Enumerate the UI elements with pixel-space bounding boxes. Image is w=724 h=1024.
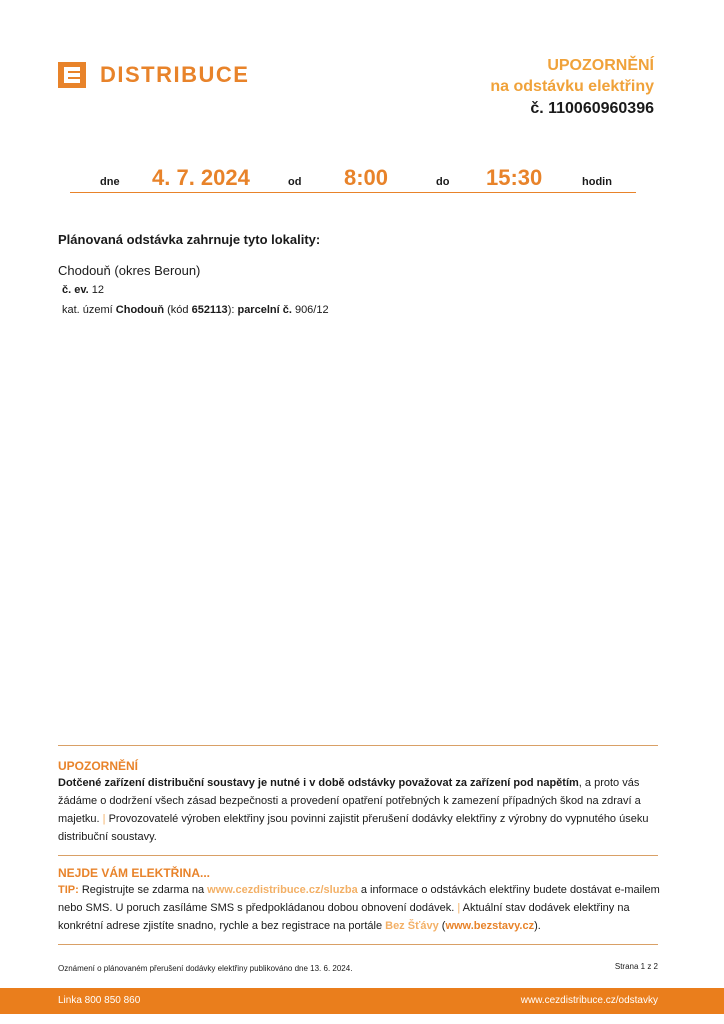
cez-logo-icon	[58, 62, 86, 88]
notice-subtitle: na odstávku elektřiny	[490, 78, 654, 95]
kod-suffix: ):	[227, 304, 238, 316]
od-label: od	[288, 176, 302, 188]
ev-label: č. ev.	[62, 284, 89, 296]
locality-cadastre-line	[62, 304, 329, 316]
localities-title: Plánovaná odstávka zahrnuje tyto lokality:	[58, 232, 321, 247]
warning-text-1: , a proto vás žádáme o dodržení všech zásad bezpečnosti a provedení opatření potřebných k zamezení případných škod na zdraví a majetku.	[58, 777, 641, 825]
bottom-bar	[0, 988, 724, 1014]
logo	[58, 62, 249, 88]
notice-title: UPOZORNĚNÍ	[547, 57, 654, 74]
warning-separator: |	[99, 813, 109, 825]
warning-bold: Dotčené zařízení distribuční soustavy je nutné i v době odstávky považovat za zařízení pod napětím	[58, 777, 579, 789]
registration-link[interactable]: www.cezdistribuce.cz/sluzba	[207, 884, 358, 896]
locality-place: Chodouň	[58, 263, 111, 278]
bezstavy-link[interactable]: www.bezstavy.cz	[445, 920, 535, 932]
warning-text	[58, 774, 663, 846]
publication-note: Oznámení o plánovaném přerušení dodávky elektřiny publikováno dne 13. 6. 2024.	[58, 964, 353, 973]
divider	[58, 944, 658, 945]
ku-label: kat. území	[62, 304, 116, 316]
divider	[58, 855, 658, 856]
parcel-value: 906/12	[291, 304, 329, 316]
tip-text-3: Aktuální stav dodávek elektřiny na konkrétní adrese zjistíte snadno, rychle a bez registrace na portále	[58, 902, 630, 932]
time-to: 15:30	[486, 165, 543, 190]
warning-title: UPOZORNĚNÍ	[58, 759, 139, 773]
time-from: 8:00	[344, 165, 389, 190]
tip-separator: |	[454, 902, 463, 914]
ku-name: Chodouň	[115, 304, 165, 316]
locality-name	[58, 263, 200, 278]
tip-text-1: Registrujte se zdarma na	[78, 884, 208, 896]
page-number: Strana 1 z 2	[614, 962, 658, 971]
tip-title: NEJDE VÁM ELEKTŘINA...	[58, 866, 211, 880]
warning-text-2: Provozovatelé výroben elektřiny jsou povinni zajistit přerušení dodávky elektřiny z výrobny do vypnutého úseku distribuční soustavy.	[58, 813, 649, 843]
kod-value: 652113	[191, 304, 228, 316]
hotline: Linka 800 850 860	[58, 995, 141, 1006]
locality-district: (okres Beroun)	[110, 263, 201, 278]
notice-heading	[490, 55, 654, 121]
tip-text	[58, 881, 663, 935]
divider	[58, 745, 658, 746]
outages-link[interactable]: www.cezdistribuce.cz/odstavky	[520, 995, 658, 1006]
tip-label: TIP:	[58, 884, 79, 896]
kod-prefix: (kód	[164, 304, 192, 316]
portal-name: Bez Šťávy	[385, 920, 439, 932]
locality-ev-line	[62, 284, 104, 296]
parcel-label: parcelní č.	[237, 304, 292, 316]
tip-text-5: ).	[534, 920, 541, 932]
brand-name: DISTRIBUCE	[100, 62, 250, 87]
tip-text-4: (	[438, 920, 446, 932]
ev-value: 12	[88, 284, 105, 296]
outage-date-row	[70, 162, 636, 193]
do-label: do	[436, 176, 450, 188]
dne-label: dne	[100, 176, 120, 188]
hodin-label: hodin	[582, 176, 612, 188]
notice-number: č. 110060960396	[530, 100, 654, 117]
tip-text-2: a informace o odstávkách elektřiny budete dostávat e-mailem nebo SMS. U poruch zasíláme SMS s předpokládanou dobou obnovení dodávek.	[58, 884, 660, 914]
outage-date: 4. 7. 2024	[152, 165, 250, 190]
